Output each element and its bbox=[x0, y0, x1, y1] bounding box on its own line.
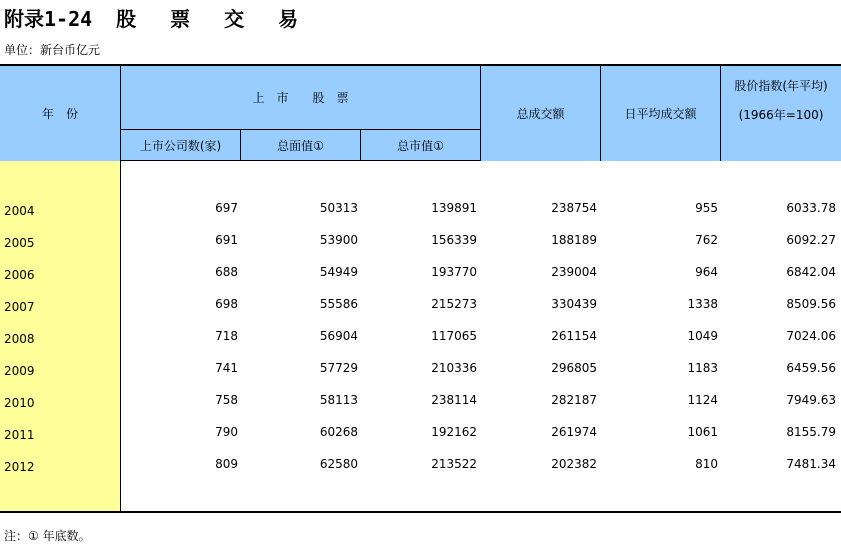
header-listed-stocks: 上 市 股 票 bbox=[252, 91, 349, 105]
daily-average-cell: 810 bbox=[695, 457, 718, 471]
par-value-cell: 50313 bbox=[319, 201, 358, 215]
header-divider bbox=[120, 160, 480, 161]
daily-average-cell: 964 bbox=[695, 265, 718, 279]
market-value-cell: 139891 bbox=[431, 201, 477, 215]
header-year: 年 份 bbox=[41, 107, 78, 121]
market-value-cell: 238114 bbox=[431, 393, 477, 407]
index-cell: 8509.56 bbox=[786, 297, 836, 311]
table-row bbox=[0, 418, 841, 450]
par-value-cell: 55586 bbox=[319, 297, 358, 311]
companies-cell: 718 bbox=[215, 329, 238, 343]
companies-cell: 790 bbox=[215, 425, 238, 439]
index-cell: 6033.78 bbox=[786, 201, 836, 215]
daily-average-cell: 955 bbox=[695, 201, 718, 215]
companies-cell: 809 bbox=[215, 457, 238, 471]
table-row bbox=[0, 386, 841, 418]
table-row bbox=[0, 322, 841, 354]
year-cell: 2006 bbox=[4, 268, 35, 282]
title-prefix: 附录1-24 bbox=[4, 7, 93, 31]
companies-cell: 697 bbox=[215, 201, 238, 215]
companies-cell: 691 bbox=[215, 233, 238, 247]
market-value-cell: 193770 bbox=[431, 265, 477, 279]
title-word: 易 bbox=[278, 7, 299, 31]
market-value-cell: 192162 bbox=[431, 425, 477, 439]
market-value-cell: 215273 bbox=[431, 297, 477, 311]
table-row bbox=[0, 226, 841, 258]
daily-average-cell: 1183 bbox=[687, 361, 718, 375]
total-trade-cell: 282187 bbox=[551, 393, 597, 407]
year-cell: 2005 bbox=[4, 236, 35, 250]
total-trade-cell: 261154 bbox=[551, 329, 597, 343]
header-par-value: 总面值① bbox=[277, 138, 324, 153]
year-cell: 2009 bbox=[4, 364, 35, 378]
market-value-cell: 156339 bbox=[431, 233, 477, 247]
table-bottom-rule bbox=[0, 511, 841, 513]
header-companies: 上市公司数(家) bbox=[139, 138, 222, 153]
year-cell: 2007 bbox=[4, 300, 35, 314]
par-value-cell: 57729 bbox=[319, 361, 358, 375]
index-cell: 8155.79 bbox=[786, 425, 836, 439]
year-cell: 2012 bbox=[4, 460, 35, 474]
index-cell: 6842.04 bbox=[786, 265, 836, 279]
index-cell: 7024.06 bbox=[786, 329, 836, 343]
total-trade-cell: 261974 bbox=[551, 425, 597, 439]
total-trade-cell: 296805 bbox=[551, 361, 597, 375]
header-index-line2: (1966年=100) bbox=[738, 107, 824, 122]
table-row bbox=[0, 450, 841, 482]
total-trade-cell: 239004 bbox=[551, 265, 597, 279]
unit-label: 单位：新台币亿元 bbox=[4, 43, 101, 57]
title-word: 交 bbox=[224, 7, 245, 31]
daily-average-cell: 1049 bbox=[687, 329, 718, 343]
daily-average-cell: 762 bbox=[695, 233, 718, 247]
year-cell: 2011 bbox=[4, 428, 35, 442]
index-cell: 7949.63 bbox=[786, 393, 836, 407]
par-value-cell: 62580 bbox=[319, 457, 358, 471]
par-value-cell: 53900 bbox=[319, 233, 358, 247]
year-cell: 2010 bbox=[4, 396, 35, 410]
par-value-cell: 54949 bbox=[319, 265, 358, 279]
page-title bbox=[4, 2, 332, 32]
par-value-cell: 56904 bbox=[319, 329, 358, 343]
year-cell: 2004 bbox=[4, 204, 35, 218]
year-cell: 2008 bbox=[4, 332, 35, 346]
table-row bbox=[0, 290, 841, 322]
total-trade-cell: 238754 bbox=[551, 201, 597, 215]
index-cell: 6459.56 bbox=[786, 361, 836, 375]
index-cell: 7481.34 bbox=[786, 457, 836, 471]
daily-average-cell: 1338 bbox=[687, 297, 718, 311]
companies-cell: 688 bbox=[215, 265, 238, 279]
header-index-line1: 股价指数(年平均) bbox=[734, 78, 828, 93]
market-value-cell: 213522 bbox=[431, 457, 477, 471]
par-value-cell: 60268 bbox=[319, 425, 358, 439]
title-word: 股 bbox=[116, 7, 137, 31]
table-header bbox=[0, 64, 841, 161]
total-trade-cell: 330439 bbox=[551, 297, 597, 311]
daily-average-cell: 1124 bbox=[687, 393, 718, 407]
title-word: 票 bbox=[170, 7, 191, 31]
table-row bbox=[0, 258, 841, 290]
total-trade-cell: 188189 bbox=[551, 233, 597, 247]
daily-average-cell: 1061 bbox=[687, 425, 718, 439]
par-value-cell: 58113 bbox=[319, 393, 358, 407]
header-daily-average: 日平均成交额 bbox=[624, 107, 697, 121]
header-total-trade: 总成交额 bbox=[516, 107, 565, 121]
companies-cell: 698 bbox=[215, 297, 238, 311]
table-row bbox=[0, 354, 841, 386]
market-value-cell: 210336 bbox=[431, 361, 477, 375]
market-value-cell: 117065 bbox=[431, 329, 477, 343]
companies-cell: 758 bbox=[215, 393, 238, 407]
footnote: 注：① 年底数。 bbox=[4, 529, 91, 543]
companies-cell: 741 bbox=[215, 361, 238, 375]
index-cell: 6092.27 bbox=[786, 233, 836, 247]
table-row bbox=[0, 194, 841, 226]
header-market-value: 总市值① bbox=[397, 138, 444, 153]
total-trade-cell: 202382 bbox=[551, 457, 597, 471]
